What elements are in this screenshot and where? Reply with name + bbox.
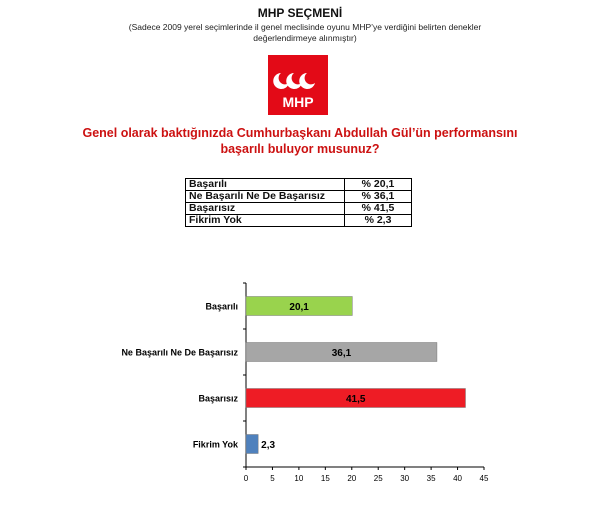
table-cell-label: Başarısız bbox=[186, 203, 345, 215]
x-tick-label: 30 bbox=[400, 474, 410, 483]
table-cell-label: Ne Başarılı Ne De Başarısız bbox=[186, 191, 345, 203]
category-label: Başarısız bbox=[198, 393, 238, 404]
table-cell-value: % 41,5 bbox=[345, 203, 412, 215]
bar bbox=[246, 435, 258, 454]
x-tick-label: 25 bbox=[373, 474, 383, 483]
x-tick-label: 45 bbox=[479, 474, 489, 483]
table-cell-label: Fikrim Yok bbox=[186, 215, 345, 227]
bar-value-label: 41,5 bbox=[346, 394, 366, 405]
x-tick-label: 0 bbox=[243, 474, 249, 483]
logo-text: MHP bbox=[282, 94, 314, 110]
x-tick-label: 20 bbox=[347, 474, 357, 483]
category-label: Başarılı bbox=[205, 301, 238, 312]
category-label: Fikrim Yok bbox=[192, 439, 238, 450]
x-tick-label: 10 bbox=[294, 474, 304, 483]
table-cell-value: % 2,3 bbox=[345, 215, 412, 227]
x-tick-label: 15 bbox=[320, 474, 330, 483]
x-tick-label: 35 bbox=[426, 474, 436, 483]
x-tick-label: 5 bbox=[270, 474, 275, 483]
table-cell-value: % 20,1 bbox=[345, 179, 412, 191]
category-label: Ne Başarılı Ne De Başarısız bbox=[121, 347, 238, 358]
bar-value-label: 20,1 bbox=[289, 302, 309, 313]
table-cell-label: Başarılı bbox=[186, 179, 345, 191]
x-tick-label: 40 bbox=[453, 474, 463, 483]
table-cell-value: % 36,1 bbox=[345, 191, 412, 203]
header-title: MHP SEÇMENİ bbox=[257, 6, 343, 20]
survey-question: Genel olarak baktığınızda Cumhurbaşkanı Abdullah Gül’ün performansını başarılı buluyor musunuz? bbox=[82, 126, 518, 156]
header-subtitle: (Sadece 2009 yerel seçimlerinde il genel meclisinde oyunu MHP’ye verdiğini belirten denekler değerlendirmeye alınmıştır) bbox=[128, 22, 482, 43]
bar-value-label: 2,3 bbox=[261, 440, 276, 451]
bar-value-label: 36,1 bbox=[331, 348, 352, 359]
